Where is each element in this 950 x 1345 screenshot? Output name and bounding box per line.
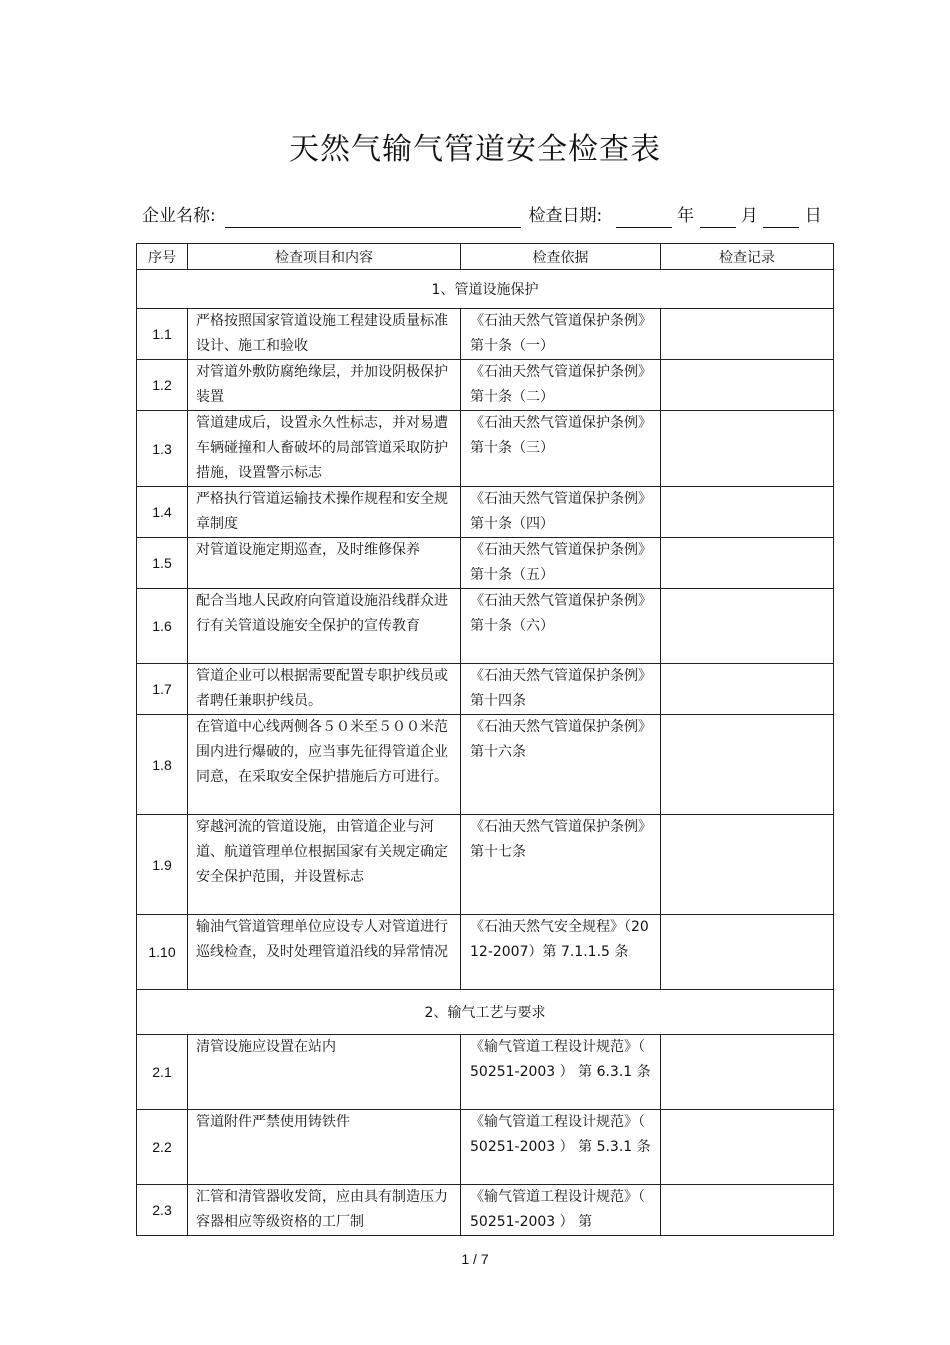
check-basis: 《石油天然气管道保护条例》第十条（三） [461, 411, 661, 487]
check-basis: 《石油天然气管道保护条例》第十七条 [461, 815, 661, 915]
check-item: 配合当地人民政府向管道设施沿线群众进行有关管道设施安全保护的宣传教育 [188, 589, 461, 664]
table-row [137, 309, 834, 360]
table-row [137, 1035, 834, 1110]
check-basis: 《输气管道工程设计规范》（ 50251-2003 ） 第 5.3.1 条 [461, 1110, 661, 1185]
header-record: 检查记录 [661, 244, 834, 270]
row-number: 1.3 [137, 411, 188, 487]
check-item: 对管道设施定期巡查，及时维修保养 [188, 538, 461, 589]
check-record[interactable] [661, 815, 834, 915]
table-row [137, 1185, 834, 1236]
month-blank [700, 208, 736, 228]
table-row [137, 1110, 834, 1185]
row-number: 2.2 [137, 1110, 188, 1185]
check-record[interactable] [661, 360, 834, 411]
check-item: 汇管和清管器收发筒，应由具有制造压力容器相应等级资格的工厂制 [188, 1185, 461, 1236]
check-item: 严格按照国家管道设施工程建设质量标准设计、施工和验收 [188, 309, 461, 360]
form-meta [142, 204, 822, 228]
row-number: 1.7 [137, 664, 188, 715]
check-basis: 《石油天然气安全规程》（2012-2007）第 7.1.1.5 条 [461, 915, 661, 990]
row-number: 2.1 [137, 1035, 188, 1110]
check-item: 严格执行管道运输技术操作规程和安全规章制度 [188, 487, 461, 538]
section-title: 1、管道设施保护 [137, 270, 834, 309]
check-record[interactable] [661, 715, 834, 815]
row-number: 1.6 [137, 589, 188, 664]
check-basis: 《石油天然气管道保护条例》第十条（二） [461, 360, 661, 411]
row-number: 1.9 [137, 815, 188, 915]
row-number: 1.8 [137, 715, 188, 815]
section-row [137, 990, 834, 1035]
table-row [137, 538, 834, 589]
table-row [137, 815, 834, 915]
table-row [137, 915, 834, 990]
check-basis: 《石油天然气管道保护条例》第十条（一） [461, 309, 661, 360]
page-number: 1 / 7 [461, 1251, 489, 1267]
table-row [137, 411, 834, 487]
header-item: 检查项目和内容 [188, 244, 461, 270]
check-basis: 《石油天然气管道保护条例》第十四条 [461, 664, 661, 715]
check-item: 管道附件严禁使用铸铁件 [188, 1110, 461, 1185]
check-record[interactable] [661, 1110, 834, 1185]
row-number: 1.1 [137, 309, 188, 360]
row-number: 1.2 [137, 360, 188, 411]
date-label: 检查日期: [528, 206, 603, 226]
day-blank [763, 208, 799, 228]
table-row [137, 664, 834, 715]
check-record[interactable] [661, 589, 834, 664]
check-item: 穿越河流的管道设施，由管道企业与河道、航道管理单位根据国家有关规定确定安全保护范围，并设置标志 [188, 815, 461, 915]
check-record[interactable] [661, 411, 834, 487]
check-basis: 《石油天然气管道保护条例》第十条（四） [461, 487, 661, 538]
year-blank [616, 208, 672, 228]
check-record[interactable] [661, 538, 834, 589]
row-number: 1.10 [137, 915, 188, 990]
table-row [137, 715, 834, 815]
check-item: 管道建成后，设置永久性标志，并对易遭车辆碰撞和人畜破坏的局部管道采取防护措施，设置警示标志 [188, 411, 461, 487]
check-basis: 《石油天然气管道保护条例》第十条（五） [461, 538, 661, 589]
check-item: 对管道外敷防腐绝缘层，并加设阴极保护装置 [188, 360, 461, 411]
month-label: 月 [740, 206, 758, 226]
row-number: 1.4 [137, 487, 188, 538]
day-label: 日 [804, 206, 822, 226]
table-row [137, 360, 834, 411]
check-basis: 《石油天然气管道保护条例》第十条（六） [461, 589, 661, 664]
check-basis: 《输气管道工程设计规范》（ 50251-2003 ） 第 6.3.1 条 [461, 1035, 661, 1110]
header-basis: 检查依据 [461, 244, 661, 270]
page-title: 天然气输气管道安全检查表 [289, 132, 661, 167]
table-row [137, 487, 834, 538]
check-record[interactable] [661, 1035, 834, 1110]
section-title: 2、输气工艺与要求 [137, 990, 834, 1035]
check-record[interactable] [661, 1185, 834, 1236]
check-item: 输油气管道管理单位应设专人对管道进行巡线检查，及时处理管道沿线的异常情况 [188, 915, 461, 990]
company-name-blank [225, 208, 521, 228]
check-record[interactable] [661, 309, 834, 360]
check-basis: 《输气管道工程设计规范》（ 50251-2003 ） 第 [461, 1185, 661, 1236]
year-label: 年 [677, 206, 695, 226]
table-header-row [137, 244, 834, 270]
header-no: 序号 [137, 244, 188, 270]
company-label: 企业名称: [142, 206, 216, 226]
check-record[interactable] [661, 487, 834, 538]
table-row [137, 589, 834, 664]
row-number: 2.3 [137, 1185, 188, 1236]
check-item: 管道企业可以根据需要配置专职护线员或者聘任兼职护线员。 [188, 664, 461, 715]
check-record[interactable] [661, 664, 834, 715]
inspection-table [136, 243, 834, 1236]
row-number: 1.5 [137, 538, 188, 589]
section-row [137, 270, 834, 309]
check-basis: 《石油天然气管道保护条例》第十六条 [461, 715, 661, 815]
check-record[interactable] [661, 915, 834, 990]
check-item: 清管设施应设置在站内 [188, 1035, 461, 1110]
check-item: 在管道中心线两侧各５０米至５００米范围内进行爆破的，应当事先征得管道企业同意，在采取安全保护措施后方可进行。 [188, 715, 461, 815]
